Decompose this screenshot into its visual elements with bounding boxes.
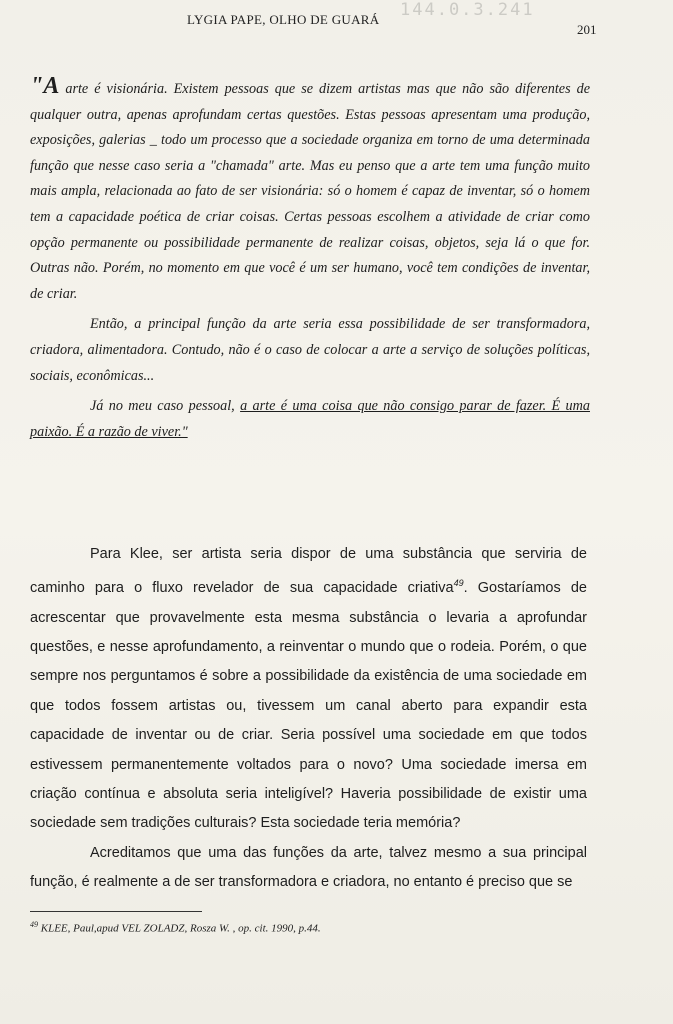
header-title: LYGIA PAPE, OLHO DE GUARÁ [187,12,380,27]
footnote [30,920,590,935]
archive-stamp: 144.0.3.241 [400,0,535,20]
block-quote [30,74,590,445]
quote-paragraph-3-lead: Já no meu caso pessoal, [90,398,241,415]
body-text [30,540,587,898]
body-paragraph-1-continued: . Gostaríamos de acrescentar que provavelmente esta mesma substância o levaria a aprofundar questões, e nesse aprofundamento, a reinventar o mundo que o rodeia. Porém, o que sempre nos perguntamos é sobre a possibilidade da existência de uma sociedade em que todos fossem artistas ou, tivessem um canal aberto para expandir esta capacidade de inventar ou de criar. Seria possível uma sociedade em que todos estivessem permanentemente voltados para o novo? Uma sociedade imersa em criação contínua e absoluta seria inteligível? Haveria possibilidade de existir uma sociedade sem tradições culturais? Esta sociedade teria memória? [30,580,587,832]
quote-paragraph-3 [30,394,590,445]
quote-open-mark: " [30,73,44,99]
footnote-divider [30,911,202,912]
body-paragraph-1-text: Para Klee, ser artista seria dispor de uma substância que serviria de caminho para o fluxo revelador de sua capacidade criativa [30,546,587,597]
quote-paragraph-1 [30,74,590,307]
footnote-reference[interactable]: 49 [453,578,464,589]
footnote-text: KLEE, Paul,apud VEL ZOLADZ, Rosza W. , op. cit. 1990, p.44. [38,922,321,935]
footnote-number: 49 [30,920,38,929]
drop-cap: A [43,73,60,99]
quote-underlined-text: a arte é uma coisa que não consigo parar de fazer. É uma paixão. É a razão de viver." [30,398,590,440]
quote-paragraph-1-text: arte é visionária. Existem pessoas que se dizem artistas mas que não são diferentes de qualquer outra, apenas aprofundam certas questões. Estas pessoas apresentam uma produção, exposições, galerias _ todo um processo que a sociedade organiza em torno de uma determinada função que nesse caso seria a "chamada" arte. Mas eu penso que a arte tem uma função muito mais ampla, relacionada ao fato de ser visionária: só o homem é capaz de inventar, só o homem tem a capacidade poética de criar coisas. Certas pessoas escolhem a atividade de criar como opção permanente ou possibilidade permanente de realizar coisas, objetos, seja lá o que for. Outras não. Porém, no momento em que você é um ser humano, você tem condições de inventar, de criar. [30,81,590,302]
body-paragraph-2: Acreditamos que uma das funções da arte, talvez mesmo a sua principal função, é realmente a de ser transformadora e criadora, no entanto é preciso que se [30,844,587,891]
page-number: 201 [577,22,597,37]
body-paragraph-1 [30,540,587,839]
quote-paragraph-2: Então, a principal função da arte seria essa possibilidade de ser transformadora, criadora, alimentadora. Contudo, não é o caso de colocar a arte a serviço de soluções políticas, sociais, econômicas... [30,316,590,384]
